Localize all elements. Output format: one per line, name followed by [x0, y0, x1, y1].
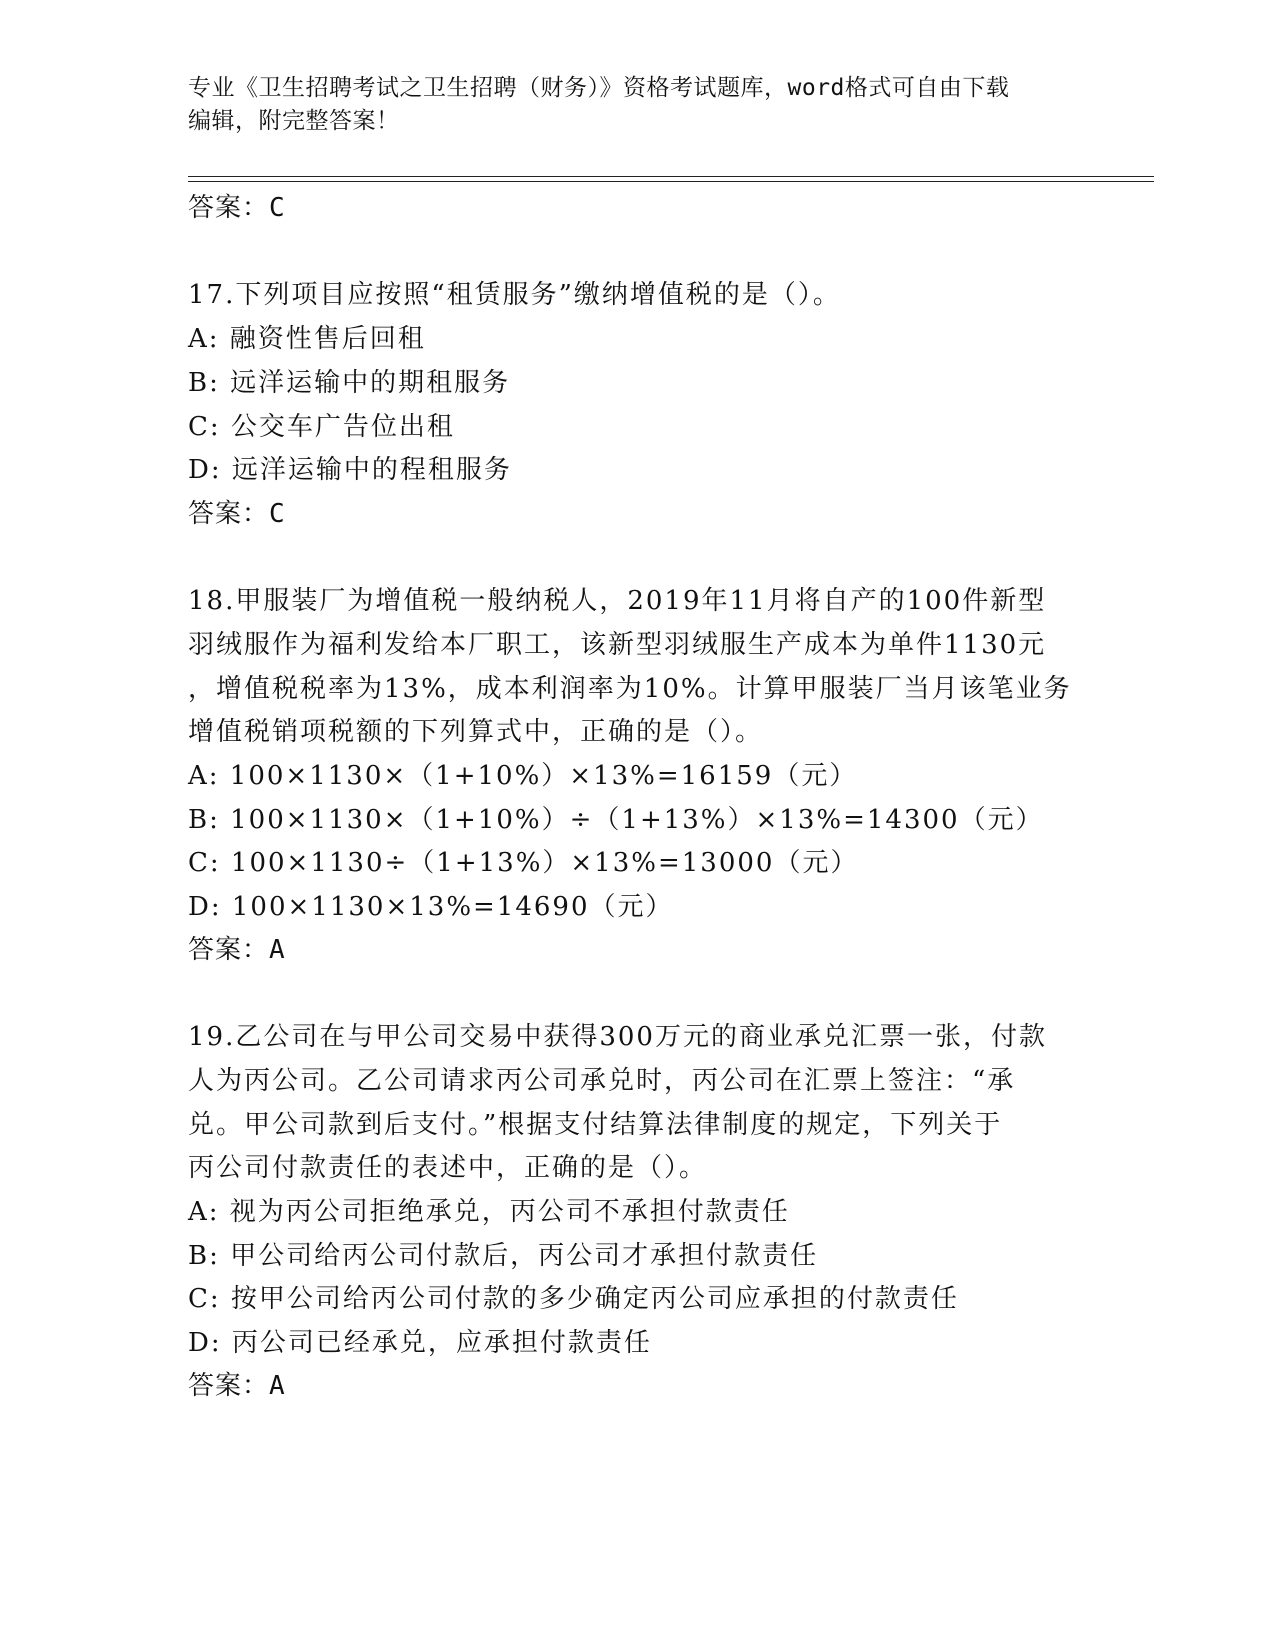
question-17-stem: 17.下列项目应按照“租赁服务”缴纳增值税的是（）。: [188, 280, 841, 310]
answer-label: 答案：: [188, 499, 270, 529]
answer-label: 答案：: [188, 1371, 270, 1401]
question-19-stem-line-4: 丙公司付款责任的表述中，正确的是（）。: [188, 1153, 708, 1183]
question-18-stem-line-1: 18.甲服装厂为增值税一般纳税人，2019年11月将自产的100件新型: [188, 586, 1047, 616]
previous-answer: [188, 187, 286, 224]
answer-label: 答案：: [188, 935, 270, 965]
question-19-option-a: A: 视为丙公司拒绝承兑，丙公司不承担付款责任: [188, 1197, 790, 1227]
question-19-stem-line-3: 兑。甲公司款到后支付。”根据支付结算法律制度的规定，下列关于: [188, 1110, 1003, 1140]
question-19-option-b: B: 甲公司给丙公司付款后，丙公司才承担付款责任: [188, 1241, 819, 1271]
question-19-stem-line-1: 19.乙公司在与甲公司交易中获得300万元的商业承兑汇票一张，付款: [188, 1022, 1047, 1052]
question-18-answer: [188, 929, 286, 966]
header-divider-top: [188, 176, 1154, 177]
answer-value: C: [269, 193, 286, 223]
document-header: [188, 72, 1088, 138]
answer-value: C: [269, 499, 286, 529]
header-divider-bottom: [188, 181, 1154, 182]
question-18-stem-line-3: ，增值税税率为13%，成本利润率为10%。计算甲服装厂当月该笔业务: [188, 674, 1072, 704]
question-19-stem-line-2: 人为丙公司。乙公司请求丙公司承兑时，丙公司在汇票上签注：“承: [188, 1066, 1016, 1096]
question-18-stem-line-2: 羽绒服作为福利发给本厂职工，该新型羽绒服生产成本为单件1130元: [188, 630, 1047, 660]
question-18-option-a: A: 100×1130×（1+10%）×13%=16159（元）: [188, 761, 858, 791]
answer-value: A: [269, 1371, 286, 1401]
answer-label: 答案：: [188, 193, 270, 223]
question-18-option-c: C: 100×1130÷（1+13%）×13%=13000（元）: [188, 848, 859, 878]
question-18-option-d: D: 100×1130×13%=14690（元）: [188, 892, 674, 922]
question-17-option-c: C: 公交车广告位出租: [188, 412, 455, 442]
question-18-option-b: B: 100×1130×（1+10%）÷（1+13%）×13%=14300（元）: [188, 805, 1044, 835]
question-19-option-d: D: 丙公司已经承兑，应承担付款责任: [188, 1328, 652, 1358]
question-17-answer: [188, 493, 286, 530]
question-17-option-a: A: 融资性售后回租: [188, 324, 426, 354]
answer-value: A: [269, 935, 286, 965]
header-line-1: 专业《卫生招聘考试之卫生招聘（财务）》资格考试题库，word格式可自由下载: [188, 75, 1010, 101]
header-line-2: 编辑，附完整答案！: [188, 108, 400, 134]
question-18-stem-line-4: 增值税销项税额的下列算式中，正确的是（）。: [188, 717, 764, 747]
question-19-answer: [188, 1365, 286, 1402]
question-19-option-c: C: 按甲公司给丙公司付款的多少确定丙公司应承担的付款责任: [188, 1284, 959, 1314]
question-17-option-d: D: 远洋运输中的程租服务: [188, 455, 512, 485]
question-17-option-b: B: 远洋运输中的期租服务: [188, 368, 511, 398]
